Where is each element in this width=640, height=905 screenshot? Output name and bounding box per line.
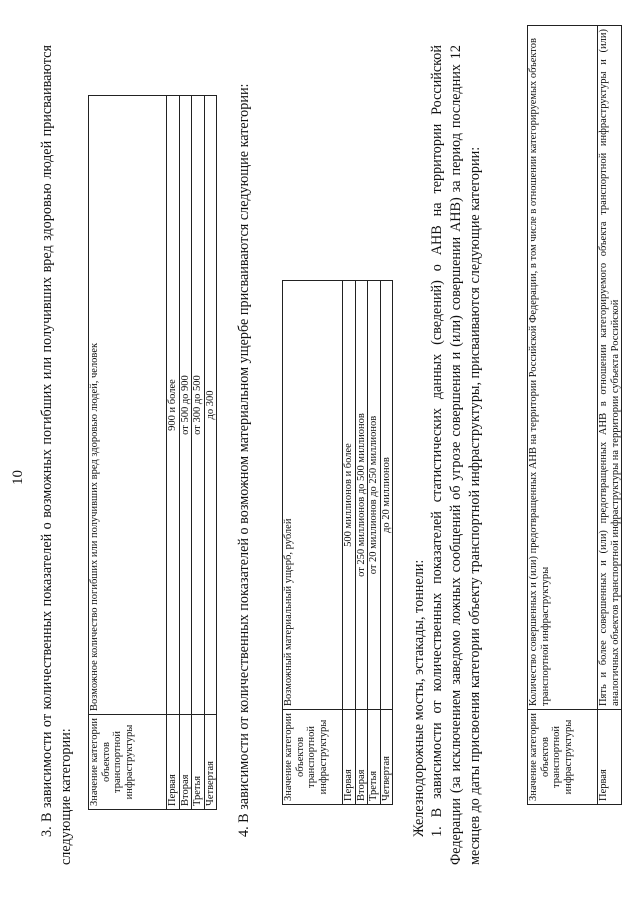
rail-section-paragraph: 1. В зависимости от количественных показателей статистических данных (сведений) о АНВ на территории Российской Федерации (за исключением заведомо ложных сообщений об угрозе совершения и (или) совершении АНВ) за период последних 12 месяцев до даты присвоения категории объекту транспортной инфраструктуры, присваиваются следующие категории: xyxy=(429,45,483,865)
table-row xyxy=(204,96,217,810)
table-header-cell: Количество совершенных и (или) предотвращенных АНВ на территории Российской Федерации, в том числе в отношении категорируемых объектов транспортной инфраструктуры xyxy=(528,26,598,710)
table-cell: 500 миллионов и более xyxy=(343,281,356,710)
table-cell: Первая xyxy=(167,715,180,810)
table-header-cell: Значение категории объектов транспортной инфраструктуры xyxy=(528,710,598,805)
table-cell: Вторая xyxy=(355,710,368,805)
table-header-cell: Значение категории объектов транспортной инфраструктуры xyxy=(89,715,167,810)
table-cell: до 300 xyxy=(204,96,217,715)
table-cell: Третья xyxy=(192,715,205,810)
section-3-text xyxy=(38,45,76,865)
table-header-row xyxy=(89,96,167,810)
table-row xyxy=(355,281,368,805)
table-cell: Третья xyxy=(368,710,381,805)
table-row xyxy=(167,96,180,810)
table-cell: от 20 миллионов до 250 миллионов xyxy=(368,281,381,710)
rail-section-heading: Железнодорожные мосты, эстакады, тоннели: xyxy=(411,559,427,837)
table-row xyxy=(368,281,381,805)
table-cell: 900 и более xyxy=(167,96,180,715)
section-4-paragraph: 4. В зависимости от количественных показателей о возможном материальном ущербе присваиваются следующие категории: xyxy=(236,83,252,837)
table-cell: Первая xyxy=(343,710,356,805)
incidents-table xyxy=(527,25,622,805)
section-4-text xyxy=(235,45,254,865)
table-cell: от 300 до 500 xyxy=(192,96,205,715)
table-cell: Четвертая xyxy=(380,710,393,805)
table-header-cell: Возможный материальный ущерб, рублей xyxy=(283,281,343,710)
rail-section-text xyxy=(428,45,485,865)
table-header-cell: Значение категории объектов транспортной инфраструктуры xyxy=(283,710,343,805)
table-cell: от 500 до 900 xyxy=(179,96,192,715)
table-row xyxy=(380,281,393,805)
casualties-table xyxy=(88,95,217,810)
table-row xyxy=(343,281,356,805)
table-cell: до 20 миллионов xyxy=(380,281,393,710)
table-row xyxy=(598,26,622,805)
table-row xyxy=(179,96,192,810)
table-header-cell: Возможное количество погибших или получивших вред здоровью людей, человек xyxy=(89,96,167,715)
damage-table xyxy=(282,280,393,805)
table-row xyxy=(192,96,205,810)
table-cell: Первая xyxy=(598,710,622,805)
table-cell: Вторая xyxy=(179,715,192,810)
section-3-paragraph: 3. В зависимости от количественных показателей о возможных погибших или получивших вред здоровью людей присваиваются следующие категории: xyxy=(39,45,74,865)
table-cell: Пять и более совершенных и (или) предотвращенных АНВ в отношении категорируемого объекта транспортной инфраструктуры и (или) аналогичных объектов транспортной инфраструктуры на территории субъекта Российской xyxy=(598,26,622,710)
table-header-row xyxy=(528,26,598,805)
table-cell: Четвертая xyxy=(204,715,217,810)
page-number: 10 xyxy=(10,470,26,485)
table-header-row xyxy=(283,281,343,805)
table-cell: от 250 миллионов до 500 миллионов xyxy=(355,281,368,710)
